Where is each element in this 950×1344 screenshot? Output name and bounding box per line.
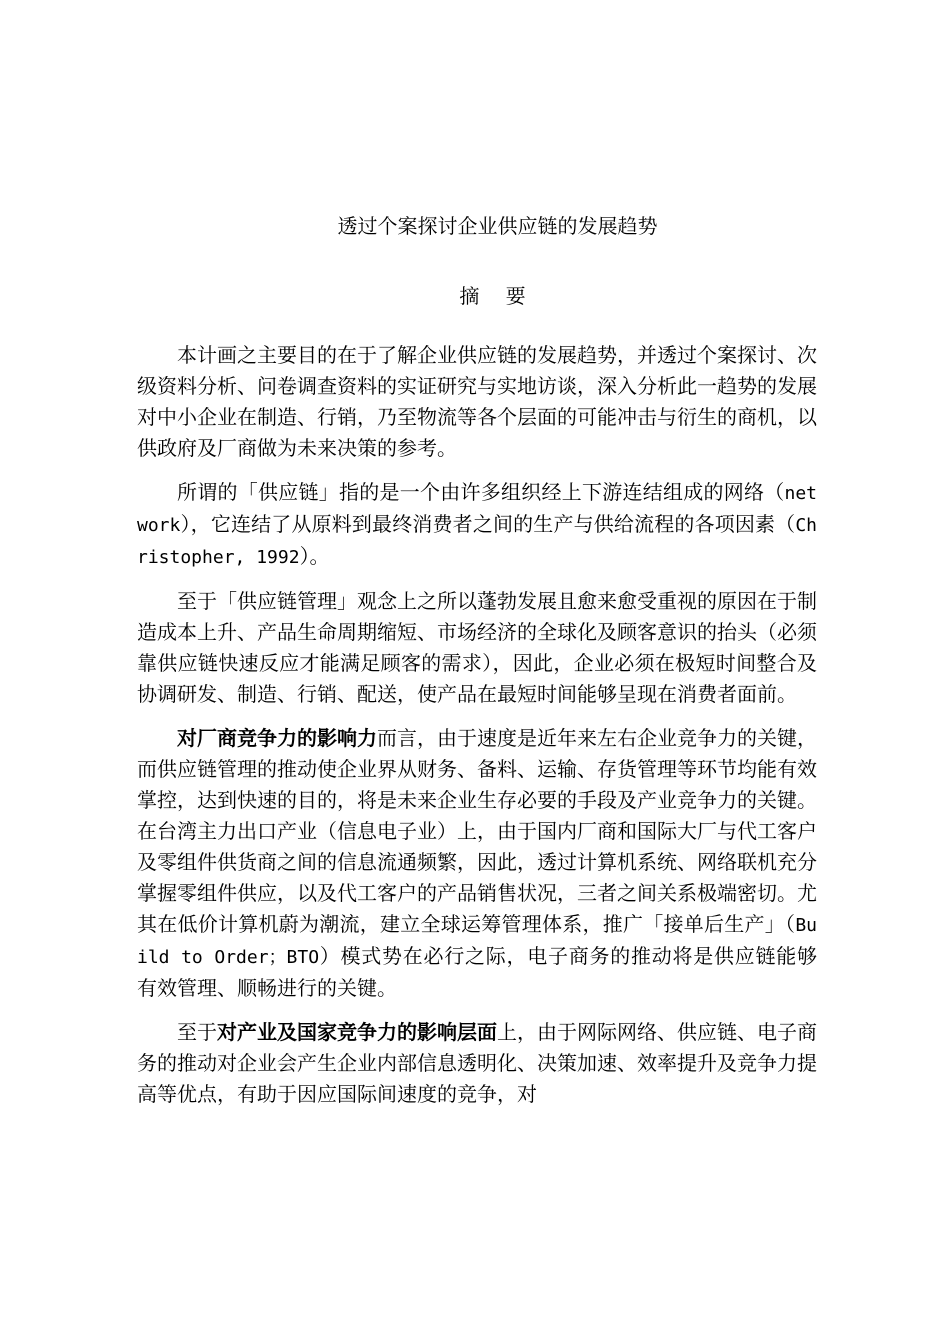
citation: Christopher, 1992 bbox=[137, 515, 817, 568]
paragraph-text: 而言，由于速度是近年来左右企业竞争力的关键，而供应链管理的推动使企业界从财务、备料、运输、存货管理等环节均能有效掌控，达到快速的目的，将是未来企业生存必要的手段及产业竞争力的关键。在台湾主力出口产业（信息电子业）上，由于国内厂商和国际大厂与代工客户及零组件供货商之间的信息流通频繁，因此，透过计算机系统、网络联机充分掌握零组件供应，以及代工客户的产品销售状况，三者之间关系极端密切。尤其在低价计算机蔚为潮流，建立全球运筹管理体系，推广「接单后生产」（ bbox=[137, 726, 817, 936]
paragraph-text: 所谓的「供应链」指的是一个由许多组织经上下游连结组成的网络（ bbox=[177, 480, 785, 504]
abstract-body bbox=[137, 340, 817, 1123]
paragraph-text: ），它连结了从原料到最终消费者之间的生产与供给流程的各项因素（ bbox=[180, 512, 796, 536]
bold-phrase: 对产业及国家竞争力的影响层面 bbox=[217, 1020, 497, 1044]
paragraph-text: 至于「供应链管理」观念上之所以蓬勃发展且愈来愈受重视的原因在于制造成本上升、产品生命周期缩短、市场经济的全球化及顾客意识的抬头（必须靠供应链快速反应才能满足顾客的需求），因此，企业必须在极短时间整合及协调研发、制造、行销、配送，使产品在最短时间能够呈现在消费者面前。 bbox=[137, 589, 817, 706]
paragraph-firm-competitiveness bbox=[137, 723, 817, 1004]
abstract-heading: 摘 要 bbox=[459, 284, 536, 308]
latin-term: network bbox=[137, 483, 817, 536]
paragraph-purpose bbox=[137, 340, 817, 464]
paragraph-text: 上，由于网际网络、供应链、电子商务的推动对企业会产生企业内部信息透明化、决策加速、效率提升及竞争力提高等优点，有助于因应国际间速度的竞争，对 bbox=[137, 1020, 817, 1106]
paragraph-scm-reasons bbox=[137, 586, 817, 710]
paragraph-text: ）。 bbox=[299, 544, 330, 568]
paragraph-text: 本计画之主要目的在于了解企业供应链的发展趋势，并透过个案探讨、次级资料分析、问卷调查资料的实证研究与实地访谈，深入分析此一趋势的发展对中小企业在制造、行销，乃至物流等各个层面的可能冲击与衍生的商机，以供政府及厂商做为未来决策的参考。 bbox=[137, 343, 817, 460]
paragraph-text: ）模式势在必行之际，电子商务的推动将是供应链能够有效管理、顺畅进行的关键。 bbox=[137, 944, 818, 1000]
bold-phrase: 对厂商竞争力的影响力 bbox=[177, 726, 377, 750]
document-title: 透过个案探讨企业供应链的发展趋势 bbox=[337, 214, 658, 238]
paragraph-national-competitiveness bbox=[137, 1017, 817, 1110]
latin-term: Build to Order；BTO bbox=[137, 915, 817, 968]
paragraph-supply-chain-definition bbox=[137, 477, 817, 573]
paragraph-text: 至于 bbox=[177, 1020, 217, 1044]
